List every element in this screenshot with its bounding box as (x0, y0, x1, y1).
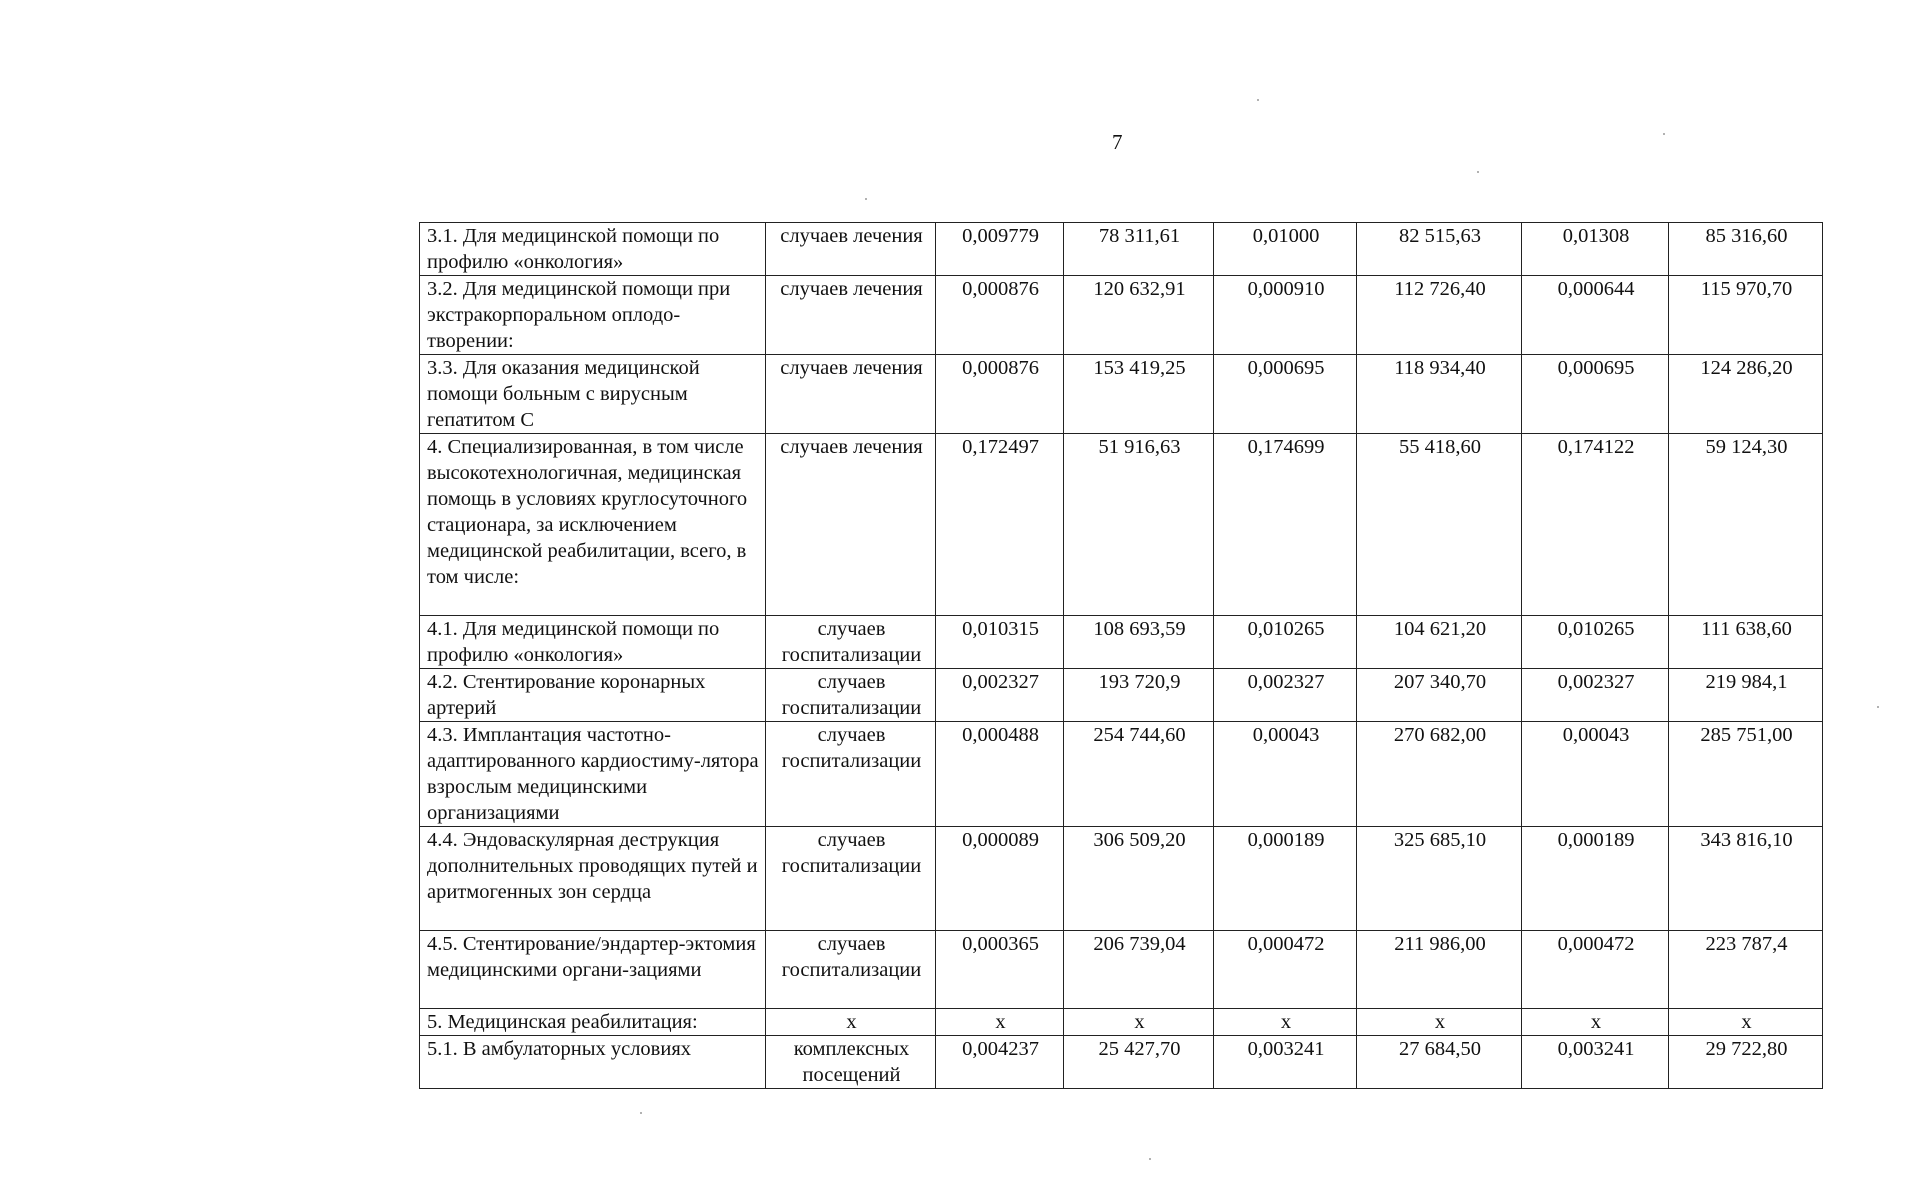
value-cell: 0,003241 (1214, 1036, 1357, 1089)
value-cell: 0,000488 (936, 722, 1064, 827)
table-row (420, 669, 1823, 722)
page-number: 7 (1112, 130, 1123, 154)
table-row (420, 722, 1823, 827)
table-row (420, 276, 1823, 355)
row-unit-cell: случаев госпитализации (766, 616, 936, 669)
scan-speck (1257, 99, 1259, 101)
value-cell: 193 720,9 (1064, 669, 1214, 722)
table-row (420, 1036, 1823, 1089)
value-cell: 0,000695 (1214, 355, 1357, 434)
value-cell: 0,00043 (1522, 722, 1669, 827)
value-cell: 0,000644 (1522, 276, 1669, 355)
row-name-cell: 4. Специализированная, в том числе высокотехнологичная, медицинская помощь в условиях круглосуточного стационара, за исключением медицинской реабилитации, всего, в том числе: (420, 434, 766, 616)
value-cell: х (1357, 1009, 1522, 1036)
row-unit-cell: случаев госпитализации (766, 931, 936, 1009)
scan-speck (1149, 1158, 1151, 1160)
value-cell: х (1522, 1009, 1669, 1036)
value-cell: 0,000189 (1214, 827, 1357, 931)
value-cell: 29 722,80 (1669, 1036, 1823, 1089)
value-cell: 111 638,60 (1669, 616, 1823, 669)
table-row (420, 355, 1823, 434)
value-cell: 120 632,91 (1064, 276, 1214, 355)
value-cell: 223 787,4 (1669, 931, 1823, 1009)
value-cell: 0,000910 (1214, 276, 1357, 355)
value-cell: 219 984,1 (1669, 669, 1823, 722)
value-cell: 0,000695 (1522, 355, 1669, 434)
value-cell: 0,000472 (1522, 931, 1669, 1009)
value-cell: 0,009779 (936, 223, 1064, 276)
value-cell: 0,000089 (936, 827, 1064, 931)
value-cell: х (1064, 1009, 1214, 1036)
value-cell: 254 744,60 (1064, 722, 1214, 827)
value-cell: 0,010265 (1522, 616, 1669, 669)
row-name-cell: 3.2. Для медицинской помощи при экстракорпоральном оплодо-творении: (420, 276, 766, 355)
value-cell: 59 124,30 (1669, 434, 1823, 616)
value-cell: 0,000365 (936, 931, 1064, 1009)
value-cell: 55 418,60 (1357, 434, 1522, 616)
row-name-cell: 4.2. Стентирование коронарных артерий (420, 669, 766, 722)
row-name-cell: 4.5. Стентирование/эндартер-эктомия медицинскими органи-зациями (420, 931, 766, 1009)
value-cell: 207 340,70 (1357, 669, 1522, 722)
row-unit-cell: комплексных посещений (766, 1036, 936, 1089)
value-cell: 108 693,59 (1064, 616, 1214, 669)
table-row (420, 434, 1823, 616)
value-cell: 124 286,20 (1669, 355, 1823, 434)
row-name-cell: 3.1. Для медицинской помощи по профилю «онкология» (420, 223, 766, 276)
value-cell: 206 739,04 (1064, 931, 1214, 1009)
value-cell: 325 685,10 (1357, 827, 1522, 931)
value-cell: 0,004237 (936, 1036, 1064, 1089)
value-cell: 211 986,00 (1357, 931, 1522, 1009)
value-cell: 0,010315 (936, 616, 1064, 669)
value-cell: 0,174699 (1214, 434, 1357, 616)
row-unit-cell: х (766, 1009, 936, 1036)
value-cell: х (936, 1009, 1064, 1036)
row-name-cell: 4.1. Для медицинской помощи по профилю «онкология» (420, 616, 766, 669)
value-cell: 285 751,00 (1669, 722, 1823, 827)
value-cell: 78 311,61 (1064, 223, 1214, 276)
row-unit-cell: случаев госпитализации (766, 722, 936, 827)
row-name-cell: 3.3. Для оказания медицинской помощи больным с вирусным гепатитом С (420, 355, 766, 434)
value-cell: 0,172497 (936, 434, 1064, 616)
row-name-cell: 4.3. Имплантация частотно-адаптированного кардиостиму-лятора взрослым медицинскими организациями (420, 722, 766, 827)
value-cell: 115 970,70 (1669, 276, 1823, 355)
table-row (420, 931, 1823, 1009)
scan-speck (640, 1112, 642, 1114)
scan-speck (1477, 171, 1479, 173)
scan-speck (1663, 133, 1665, 135)
value-cell: 85 316,60 (1669, 223, 1823, 276)
row-unit-cell: случаев лечения (766, 276, 936, 355)
value-cell: 82 515,63 (1357, 223, 1522, 276)
row-unit-cell: случаев лечения (766, 355, 936, 434)
row-name-cell: 5.1. В амбулаторных условиях (420, 1036, 766, 1089)
row-name-cell: 5. Медицинская реабилитация: (420, 1009, 766, 1036)
value-cell: 51 916,63 (1064, 434, 1214, 616)
value-cell: 25 427,70 (1064, 1036, 1214, 1089)
value-cell: 112 726,40 (1357, 276, 1522, 355)
value-cell: 118 934,40 (1357, 355, 1522, 434)
data-table (419, 222, 1823, 1089)
value-cell: 0,01308 (1522, 223, 1669, 276)
value-cell: 153 419,25 (1064, 355, 1214, 434)
value-cell: х (1669, 1009, 1823, 1036)
value-cell: 0,00043 (1214, 722, 1357, 827)
value-cell: 0,003241 (1522, 1036, 1669, 1089)
value-cell: 0,01000 (1214, 223, 1357, 276)
value-cell: 27 684,50 (1357, 1036, 1522, 1089)
value-cell: 0,000189 (1522, 827, 1669, 931)
value-cell: 0,002327 (936, 669, 1064, 722)
row-unit-cell: случаев госпитализации (766, 827, 936, 931)
value-cell: 0,000472 (1214, 931, 1357, 1009)
scan-speck (1877, 706, 1879, 708)
table-row (420, 616, 1823, 669)
row-unit-cell: случаев госпитализации (766, 669, 936, 722)
value-cell: 0,000876 (936, 276, 1064, 355)
value-cell: 104 621,20 (1357, 616, 1522, 669)
value-cell: 0,002327 (1522, 669, 1669, 722)
table-row (420, 1009, 1823, 1036)
table-row (420, 827, 1823, 931)
value-cell: х (1214, 1009, 1357, 1036)
row-name-cell: 4.4. Эндоваскулярная деструкция дополнительных проводящих путей и аритмогенных зон сердца (420, 827, 766, 931)
row-unit-cell: случаев лечения (766, 434, 936, 616)
scan-speck (865, 198, 867, 200)
value-cell: 0,174122 (1522, 434, 1669, 616)
value-cell: 270 682,00 (1357, 722, 1522, 827)
value-cell: 0,002327 (1214, 669, 1357, 722)
value-cell: 306 509,20 (1064, 827, 1214, 931)
row-unit-cell: случаев лечения (766, 223, 936, 276)
value-cell: 343 816,10 (1669, 827, 1823, 931)
value-cell: 0,010265 (1214, 616, 1357, 669)
value-cell: 0,000876 (936, 355, 1064, 434)
table-row (420, 223, 1823, 276)
